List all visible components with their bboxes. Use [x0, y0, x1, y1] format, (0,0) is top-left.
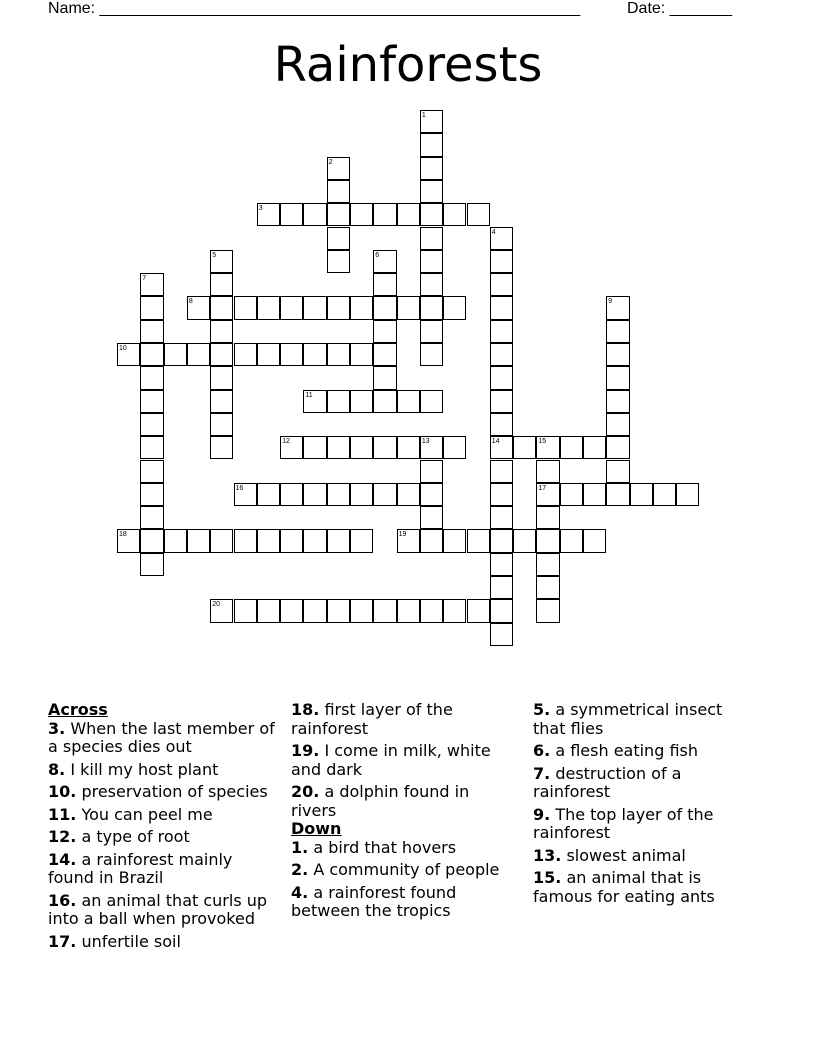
grid-cell[interactable] — [467, 599, 490, 622]
grid-cell[interactable] — [420, 343, 443, 366]
grid-cell[interactable] — [327, 250, 350, 273]
grid-cell[interactable] — [420, 483, 443, 506]
grid-cell[interactable] — [490, 390, 513, 413]
grid-clue-number: 2 — [328, 158, 333, 166]
grid-cell[interactable] — [257, 599, 280, 622]
grid-cell[interactable] — [373, 483, 396, 506]
grid-cell[interactable] — [187, 343, 210, 366]
grid-cell[interactable] — [583, 529, 606, 552]
clues-column-1 — [48, 701, 278, 955]
clue-down-7: 7. destruction of a rainforest — [533, 763, 682, 801]
grid-cell[interactable] — [490, 413, 513, 436]
grid-cell[interactable] — [373, 203, 396, 226]
grid-cell[interactable] — [513, 436, 536, 459]
grid-cell[interactable] — [443, 203, 466, 226]
grid-cell[interactable] — [490, 623, 513, 646]
grid-cell[interactable] — [397, 203, 420, 226]
grid-cell[interactable] — [583, 483, 606, 506]
grid-cell[interactable] — [187, 529, 210, 552]
grid-cell[interactable] — [560, 529, 583, 552]
grid-cell[interactable] — [420, 599, 443, 622]
grid-cell[interactable] — [397, 296, 420, 319]
grid-cell[interactable] — [187, 296, 210, 319]
grid-cell[interactable] — [443, 436, 466, 459]
grid-cell[interactable] — [350, 599, 373, 622]
grid-cell[interactable] — [536, 436, 559, 459]
grid-clue-number: 20 — [212, 601, 220, 609]
grid-cell[interactable] — [350, 390, 373, 413]
grid-cell[interactable] — [327, 483, 350, 506]
grid-cell[interactable] — [420, 203, 443, 226]
grid-cell[interactable] — [443, 599, 466, 622]
grid-cell[interactable] — [397, 483, 420, 506]
grid-cell[interactable] — [350, 203, 373, 226]
grid-cell[interactable] — [327, 157, 350, 180]
grid-cell[interactable] — [303, 599, 326, 622]
grid-cell[interactable] — [303, 483, 326, 506]
grid-cell[interactable] — [397, 436, 420, 459]
grid-cell[interactable] — [397, 390, 420, 413]
grid-cell[interactable] — [327, 599, 350, 622]
grid-cell[interactable] — [490, 506, 513, 529]
grid-cell[interactable] — [606, 413, 629, 436]
grid-cell[interactable] — [140, 390, 163, 413]
grid-cell[interactable] — [234, 529, 257, 552]
clue-across-20: 20. a dolphin found in rivers — [291, 782, 470, 820]
grid-clue-number: 9 — [608, 298, 613, 306]
grid-clue-number: 13 — [421, 438, 430, 446]
grid-cell[interactable] — [140, 366, 163, 389]
grid-cell[interactable] — [420, 110, 443, 133]
grid-cell[interactable] — [373, 296, 396, 319]
grid-cell[interactable] — [420, 390, 443, 413]
grid-cell[interactable] — [280, 529, 303, 552]
grid-cell[interactable] — [373, 250, 396, 273]
grid-cell[interactable] — [140, 506, 163, 529]
grid-clue-number: 14 — [491, 438, 500, 446]
grid-cell[interactable] — [257, 529, 280, 552]
grid-clue-number: 18 — [119, 531, 127, 539]
grid-clue-number: 6 — [375, 251, 380, 259]
grid-cell[interactable] — [490, 483, 513, 506]
grid-cell[interactable] — [536, 553, 559, 576]
grid-cell[interactable] — [606, 460, 629, 483]
clue-down-2: 2. A community of people — [291, 860, 500, 879]
clue-across-17: 17. unfertile soil — [48, 931, 181, 951]
grid-cell[interactable] — [420, 133, 443, 156]
grid-cell[interactable] — [257, 203, 280, 226]
grid-cell[interactable] — [490, 250, 513, 273]
grid-cell[interactable] — [303, 529, 326, 552]
grid-cell[interactable] — [490, 436, 513, 459]
grid-cell[interactable] — [164, 343, 187, 366]
across-heading: Across — [48, 700, 108, 719]
grid-cell[interactable] — [490, 343, 513, 366]
grid-clue-number: 15 — [538, 438, 547, 446]
grid-cell[interactable] — [210, 436, 233, 459]
grid-cell[interactable] — [210, 366, 233, 389]
grid-cell[interactable] — [467, 529, 490, 552]
grid-cell[interactable] — [280, 436, 303, 459]
grid-cell[interactable] — [420, 157, 443, 180]
grid-cell[interactable] — [234, 483, 257, 506]
grid-cell[interactable] — [490, 366, 513, 389]
grid-cell[interactable] — [373, 343, 396, 366]
grid-cell[interactable] — [443, 296, 466, 319]
grid-cell[interactable] — [397, 599, 420, 622]
grid-cell[interactable] — [210, 343, 233, 366]
grid-cell[interactable] — [210, 296, 233, 319]
grid-cell[interactable] — [140, 296, 163, 319]
grid-cell[interactable] — [327, 529, 350, 552]
name-field-line: Name: ______________________________________________________ — [48, 0, 581, 17]
grid-cell[interactable] — [210, 320, 233, 343]
clue-across-10: 10. preservation of species — [48, 782, 268, 801]
grid-cell[interactable] — [234, 296, 257, 319]
grid-clue-number: 10 — [119, 345, 127, 352]
grid-cell[interactable] — [234, 599, 257, 622]
down-heading: Down — [291, 819, 342, 838]
grid-cell[interactable] — [420, 320, 443, 343]
grid-cell[interactable] — [676, 483, 699, 506]
grid-clue-number: 19 — [398, 531, 407, 539]
grid-cell[interactable] — [350, 483, 373, 506]
grid-cell[interactable] — [210, 529, 233, 552]
grid-cell[interactable] — [536, 599, 559, 622]
page-title: Rainforests — [273, 37, 543, 93]
grid-cell[interactable] — [606, 366, 629, 389]
clue-across-11: 11. You can peel me — [48, 804, 213, 824]
grid-cell[interactable] — [420, 227, 443, 250]
grid-cell[interactable] — [653, 483, 676, 506]
grid-cell[interactable] — [583, 436, 606, 459]
grid-cell[interactable] — [420, 180, 443, 203]
clue-down-4: 4. a rainforest found between the tropics — [291, 882, 457, 920]
grid-cell[interactable] — [606, 390, 629, 413]
grid-cell[interactable] — [373, 599, 396, 622]
grid-cell[interactable] — [420, 250, 443, 273]
clue-across-14: 14. a rainforest mainly found in Brazil — [48, 849, 233, 887]
grid-cell[interactable] — [490, 599, 513, 622]
grid-clue-number: 4 — [491, 228, 496, 236]
grid-clue-number: 8 — [188, 298, 193, 306]
grid-cell[interactable] — [420, 436, 443, 459]
grid-clue-number: 16 — [235, 484, 244, 492]
grid-cell[interactable] — [140, 460, 163, 483]
grid-cell[interactable] — [257, 483, 280, 506]
grid-cell[interactable] — [140, 273, 163, 296]
grid-cell[interactable] — [467, 203, 490, 226]
grid-cell[interactable] — [443, 529, 466, 552]
grid-cell[interactable] — [303, 343, 326, 366]
grid-cell[interactable] — [280, 483, 303, 506]
grid-cell[interactable] — [373, 436, 396, 459]
clue-down-9: 9. The top layer of the rainforest — [533, 804, 714, 842]
grid-cell[interactable] — [140, 483, 163, 506]
grid-cell[interactable] — [350, 529, 373, 552]
grid-cell[interactable] — [490, 553, 513, 576]
grid-cell[interactable] — [327, 390, 350, 413]
grid-cell[interactable] — [536, 483, 559, 506]
clue-across-3: 3. When the last member of a species dies out — [48, 718, 275, 756]
grid-cell[interactable] — [373, 390, 396, 413]
grid-cell[interactable] — [536, 529, 559, 552]
grid-cell[interactable] — [327, 180, 350, 203]
grid-cell[interactable] — [560, 483, 583, 506]
grid-cell[interactable] — [210, 273, 233, 296]
grid-cell[interactable] — [606, 436, 629, 459]
clue-down-15: 15. an animal that is famous for eating ants — [533, 868, 715, 906]
clue-across-19: 19. I come in milk, white and dark — [291, 741, 491, 779]
grid-cell[interactable] — [327, 227, 350, 250]
grid-clue-number: 17 — [538, 484, 547, 492]
grid-cell[interactable] — [327, 203, 350, 226]
grid-cell[interactable] — [140, 320, 163, 343]
clue-down-5: 5. a symmetrical insect that flies — [533, 700, 723, 738]
grid-cell[interactable] — [303, 436, 326, 459]
grid-cell[interactable] — [397, 529, 420, 552]
grid-cell[interactable] — [536, 460, 559, 483]
grid-cell[interactable] — [117, 529, 140, 552]
clues-column-2 — [291, 701, 516, 925]
grid-cell[interactable] — [257, 343, 280, 366]
grid-cell[interactable] — [234, 343, 257, 366]
grid-cell[interactable] — [210, 390, 233, 413]
grid-cell[interactable] — [536, 576, 559, 599]
grid-cell[interactable] — [420, 296, 443, 319]
grid-cell[interactable] — [536, 506, 559, 529]
grid-cell[interactable] — [630, 483, 653, 506]
grid-cell[interactable] — [490, 273, 513, 296]
grid-cell[interactable] — [117, 343, 140, 366]
clue-across-18: 18. first layer of the rainforest — [291, 700, 453, 738]
grid-cell[interactable] — [327, 436, 350, 459]
grid-cell[interactable] — [606, 343, 629, 366]
grid-cell[interactable] — [210, 599, 233, 622]
grid-clue-number: 5 — [212, 251, 217, 259]
grid-cell[interactable] — [140, 343, 163, 366]
grid-cell[interactable] — [373, 273, 396, 296]
clue-across-8: 8. I kill my host plant — [48, 759, 219, 779]
grid-cell[interactable] — [420, 273, 443, 296]
grid-cell[interactable] — [350, 296, 373, 319]
grid-cell[interactable] — [420, 506, 443, 529]
clues-column-3 — [533, 701, 748, 910]
grid-cell[interactable] — [350, 436, 373, 459]
grid-cell[interactable] — [560, 436, 583, 459]
grid-cell[interactable] — [303, 296, 326, 319]
grid-cell[interactable] — [373, 366, 396, 389]
grid-cell[interactable] — [327, 296, 350, 319]
grid-cell[interactable] — [420, 529, 443, 552]
grid-cell[interactable] — [490, 460, 513, 483]
grid-cell[interactable] — [140, 436, 163, 459]
grid-cell[interactable] — [606, 296, 629, 319]
grid-cell[interactable] — [257, 296, 280, 319]
clue-down-1: 1. a bird that hovers — [291, 837, 457, 857]
grid-cell[interactable] — [350, 343, 373, 366]
grid-cell[interactable] — [606, 483, 629, 506]
grid-cell[interactable] — [490, 320, 513, 343]
grid-cell[interactable] — [164, 529, 187, 552]
date-field-line: Date: _______ — [627, 0, 732, 17]
grid-clue-number: 3 — [258, 205, 263, 213]
grid-cell[interactable] — [280, 296, 303, 319]
grid-cell[interactable] — [280, 343, 303, 366]
clue-across-12: 12. a type of root — [48, 827, 190, 846]
clue-down-13: 13. slowest animal — [533, 845, 686, 865]
clue-across-16: 16. an animal that curls up into a ball when provoked — [48, 890, 268, 928]
grid-cell[interactable] — [140, 413, 163, 436]
grid-cell[interactable] — [420, 460, 443, 483]
grid-cell[interactable] — [490, 296, 513, 319]
grid-cell[interactable] — [490, 227, 513, 250]
grid-cell[interactable] — [327, 343, 350, 366]
grid-cell[interactable] — [140, 529, 163, 552]
grid-cell[interactable] — [373, 320, 396, 343]
grid-cell[interactable] — [280, 203, 303, 226]
grid-cell[interactable] — [606, 320, 629, 343]
grid-cell[interactable] — [140, 553, 163, 576]
clue-down-6: 6. a flesh eating fish — [533, 741, 698, 760]
grid-cell[interactable] — [303, 203, 326, 226]
grid-cell[interactable] — [303, 390, 326, 413]
grid-clue-number: 7 — [142, 275, 147, 283]
grid-cell[interactable] — [490, 529, 513, 552]
grid-clue-number: 11 — [305, 391, 313, 399]
grid-clue-number: 1 — [421, 112, 426, 119]
grid-cell[interactable] — [210, 413, 233, 436]
grid-cell[interactable] — [280, 599, 303, 622]
grid-clue-number: 12 — [282, 438, 290, 446]
grid-cell[interactable] — [513, 529, 536, 552]
grid-cell[interactable] — [210, 250, 233, 273]
grid-cell[interactable] — [490, 576, 513, 599]
